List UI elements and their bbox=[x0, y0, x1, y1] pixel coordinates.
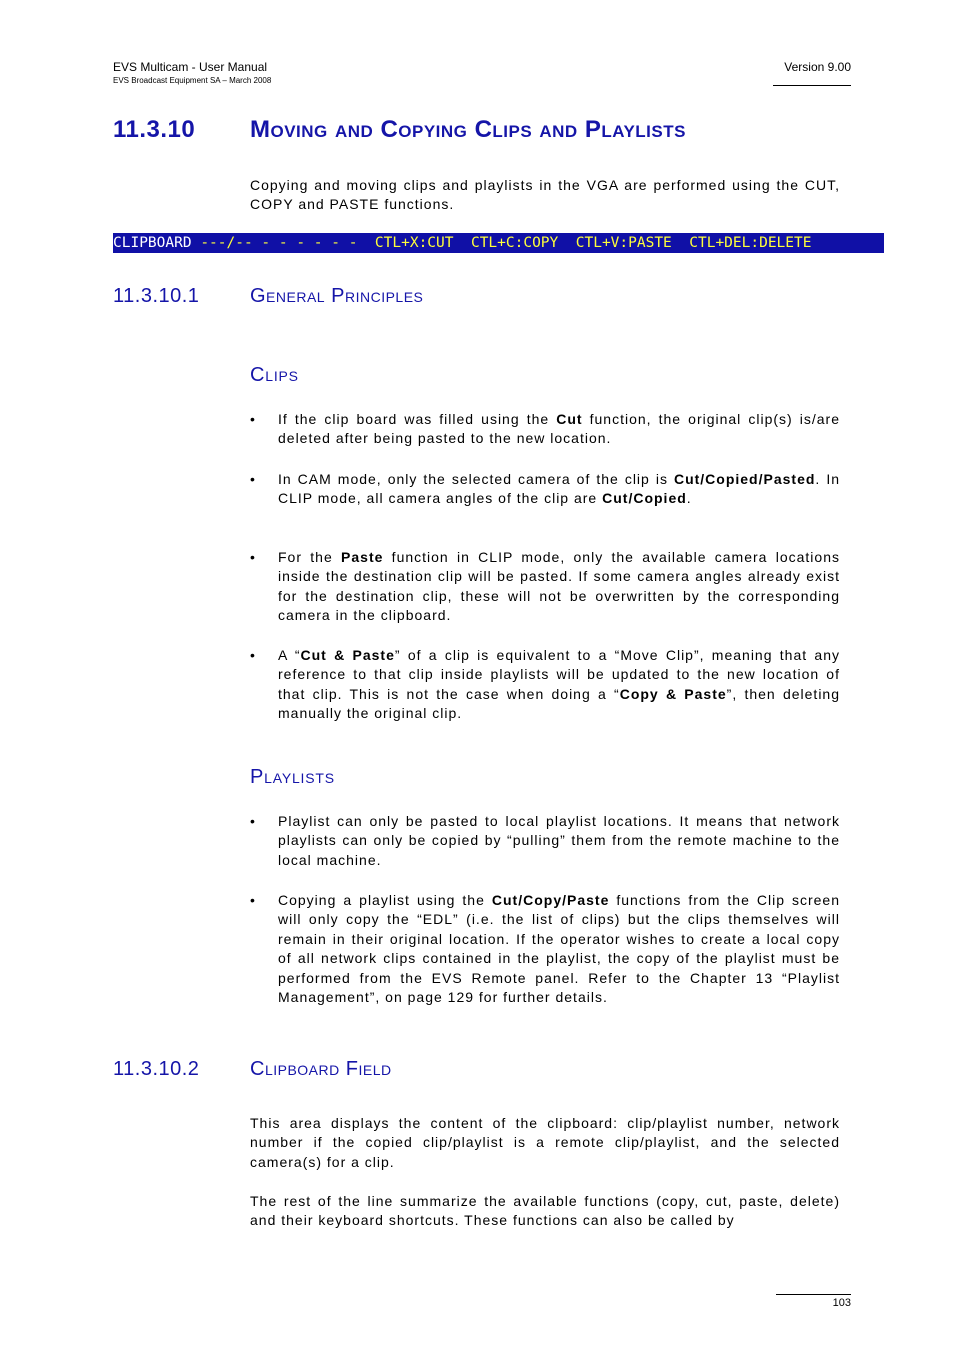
bullet-icon: • bbox=[250, 549, 256, 565]
bullet-icon: • bbox=[250, 892, 256, 908]
subsection-title: General Principles bbox=[250, 285, 424, 307]
clipboard-paragraph-2: The rest of the line summarize the available functions (copy, cut, paste, delete) and their keyboard shortcuts. These functions can also be called by bbox=[250, 1193, 840, 1229]
intro-paragraph: Copying and moving clips and playlists in the VGA are performed using the CUT, COPY and PASTE functions. bbox=[250, 177, 840, 213]
bullet-icon: • bbox=[250, 813, 256, 829]
clips-heading: Clips bbox=[250, 364, 299, 386]
page-header bbox=[113, 60, 271, 86]
list-item: • For the Paste function in CLIP mode, only the available camera locations inside the destination clip will be pasted. If some camera angles already exist for the destination clip, these will not be overwritten by the corresponding camera in the clipboard. bbox=[250, 549, 840, 624]
clipboard-paragraph-1: This area displays the content of the clipboard: clip/playlist number, network number if the copied clip/playlist is a remote clip/playlist, and the selected camera(s) for a clip. bbox=[250, 1115, 840, 1170]
bullet-icon: • bbox=[250, 411, 256, 427]
subsection-heading-clipboard bbox=[113, 1058, 392, 1081]
section-number: 11.3.10 bbox=[113, 116, 196, 143]
subsection-number: 11.3.10.1 bbox=[113, 285, 200, 307]
clipboard-label: CLIPBOARD bbox=[113, 235, 192, 251]
clipboard-field: ---/-- - - - - - - bbox=[200, 235, 358, 251]
list-item: • Copying a playlist using the Cut/Copy/Paste functions from the Clip screen will only copy the “EDL” (i.e. the list of clips) but the clips themselves will remain in their original location. If the operator wishes to create a local copy of all network clips contained in the playlist, the copy of the playlist must be performed from the EVS Remote panel. Refer to the Chapter 13 “Playlist Management”, on page 129 for further details. bbox=[250, 892, 840, 1006]
playlists-heading: Playlists bbox=[250, 766, 335, 788]
version-label: Version 9.00 bbox=[773, 60, 851, 86]
shortcut-delete: CTL+DEL:DELETE bbox=[689, 235, 812, 251]
manual-subtitle: EVS Broadcast Equipment SA – March 2008 bbox=[113, 76, 272, 85]
subsection-heading-general bbox=[113, 285, 423, 308]
list-item: • A “Cut & Paste” of a clip is equivalent to a “Move Clip”, meaning that any reference to that clip inside playlists will be updated to the new location of that clip. This is not the case when doing a “Copy & Paste”, then deleting manually the original clip. bbox=[250, 647, 841, 722]
shortcut-cut: CTL+X:CUT bbox=[374, 235, 454, 251]
manual-title: EVS Multicam - User Manual bbox=[113, 60, 268, 74]
page-number: 103 bbox=[776, 1294, 851, 1309]
section-heading bbox=[113, 116, 686, 144]
bullet-icon: • bbox=[250, 647, 256, 663]
subsection-number: 11.3.10.2 bbox=[113, 1058, 200, 1080]
shortcut-paste: CTL+V:PASTE bbox=[575, 235, 672, 251]
subsection-title: Clipboard Field bbox=[250, 1058, 392, 1080]
clipboard-bar bbox=[113, 233, 884, 253]
section-title: Moving and Copying Clips and Playlists bbox=[250, 116, 686, 143]
list-item: • If the clip board was filled using the Cut function, the original clip(s) is/are deleted after being pasted to the new location. bbox=[250, 411, 840, 447]
list-item: • Playlist can only be pasted to local playlist locations. It means that network playlists can only be copied by “pulling” them from the remote machine to the local machine. bbox=[250, 813, 840, 868]
list-item: • In CAM mode, only the selected camera of the clip is Cut/Copied/Pasted. In CLIP mode, all camera angles of the clip are Cut/Copied. bbox=[250, 471, 840, 507]
bullet-icon: • bbox=[250, 471, 256, 487]
shortcut-copy: CTL+C:COPY bbox=[470, 235, 559, 251]
